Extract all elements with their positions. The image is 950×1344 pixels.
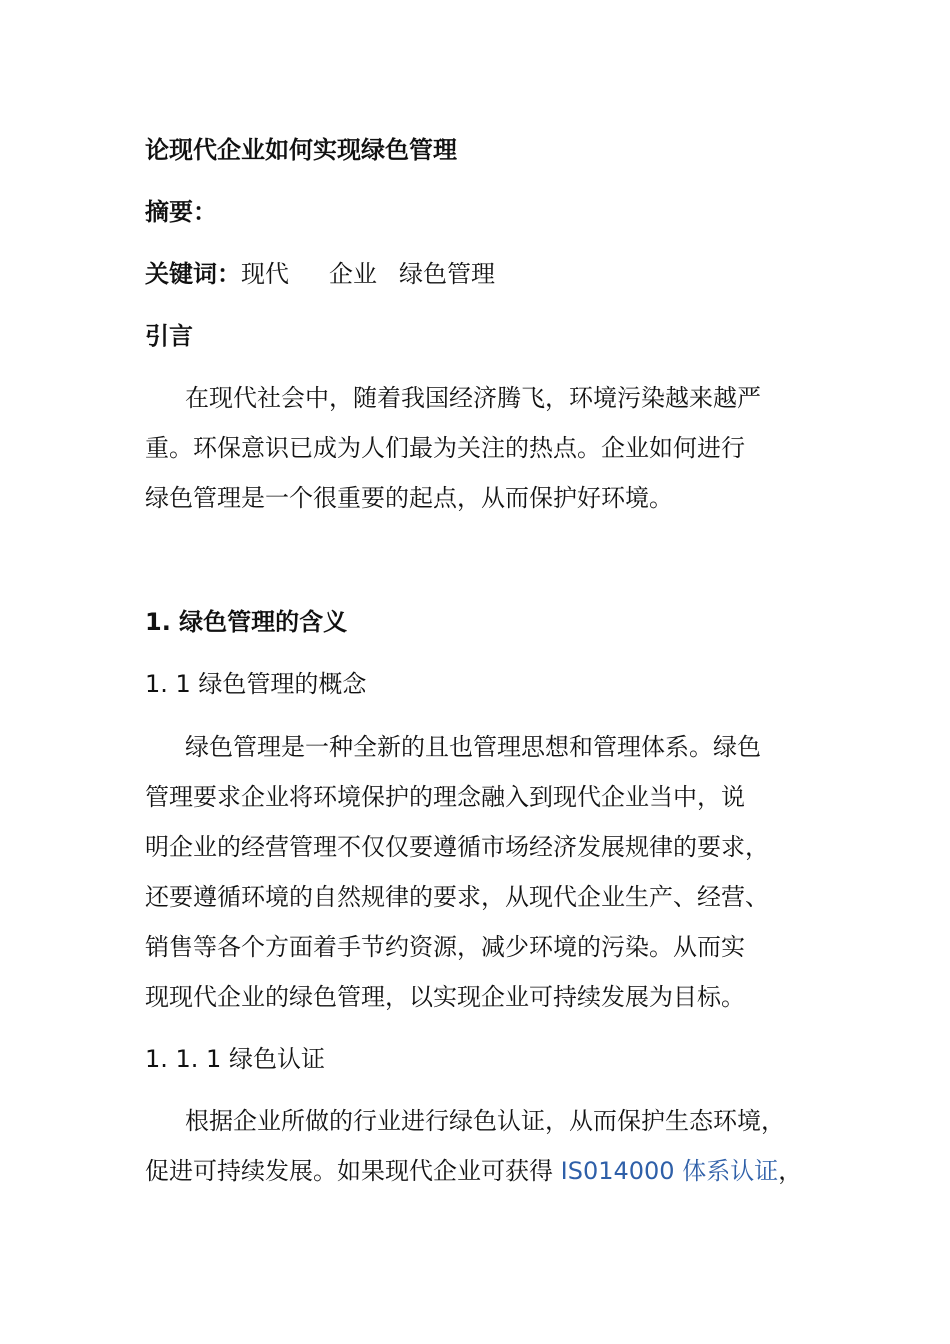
intro-paragraph-line: 重。环保意识已成为人们最为关注的热点。企业如何进行 [145, 434, 745, 462]
section-1-1-heading: 1. 1 绿色管理的概念 [145, 670, 367, 698]
section-1-1-paragraph-line: 绿色管理是一种全新的且也管理思想和管理体系。绿色 [185, 733, 761, 761]
section-1-1-1-heading: 1. 1. 1 绿色认证 [145, 1045, 325, 1073]
section-1-1-paragraph-line: 还要遵循环境的自然规律的要求，从现代企业生产、经营、 [145, 883, 769, 911]
iso14000-link[interactable]: IS014000 体系认证 [560, 1157, 779, 1185]
keyword-item: 企业 [329, 260, 377, 288]
keyword-item: 绿色管理 [399, 260, 495, 288]
section-1-1-1-line-prefix: 促进可持续发展。如果现代企业可获得 [145, 1157, 561, 1185]
keywords-label: 关键词： [145, 260, 241, 288]
section-1-1-paragraph-line: 管理要求企业将环境保护的理念融入到现代企业当中，说 [145, 783, 745, 811]
intro-heading: 引言 [145, 322, 193, 350]
section-1-1-1-paragraph-line: 根据企业所做的行业进行绿色认证，从而保护生态环境， [185, 1107, 785, 1135]
document-title: 论现代企业如何实现绿色管理 [145, 136, 457, 164]
section-1-1-paragraph-line: 销售等各个方面着手节约资源，减少环境的污染。从而实 [145, 933, 745, 961]
section-1-1-1-paragraph-line [145, 1155, 802, 1187]
intro-paragraph-line: 在现代社会中，随着我国经济腾飞，环境污染越来越严 [185, 384, 761, 412]
section-1-1-paragraph-line: 现现代企业的绿色管理，以实现企业可持续发展为目标。 [145, 983, 745, 1011]
section-1-1-paragraph-line: 明企业的经营管理不仅仅要遵循市场经济发展规律的要求， [145, 833, 769, 861]
section-1-heading: 1. 绿色管理的含义 [145, 608, 348, 636]
abstract-label: 摘要： [145, 198, 217, 226]
keyword-item: 现代 [241, 260, 289, 288]
intro-paragraph-line: 绿色管理是一个很重要的起点，从而保护好环境。 [145, 484, 673, 512]
keywords-line [145, 258, 495, 290]
section-1-1-1-line-suffix: ， [778, 1157, 803, 1185]
